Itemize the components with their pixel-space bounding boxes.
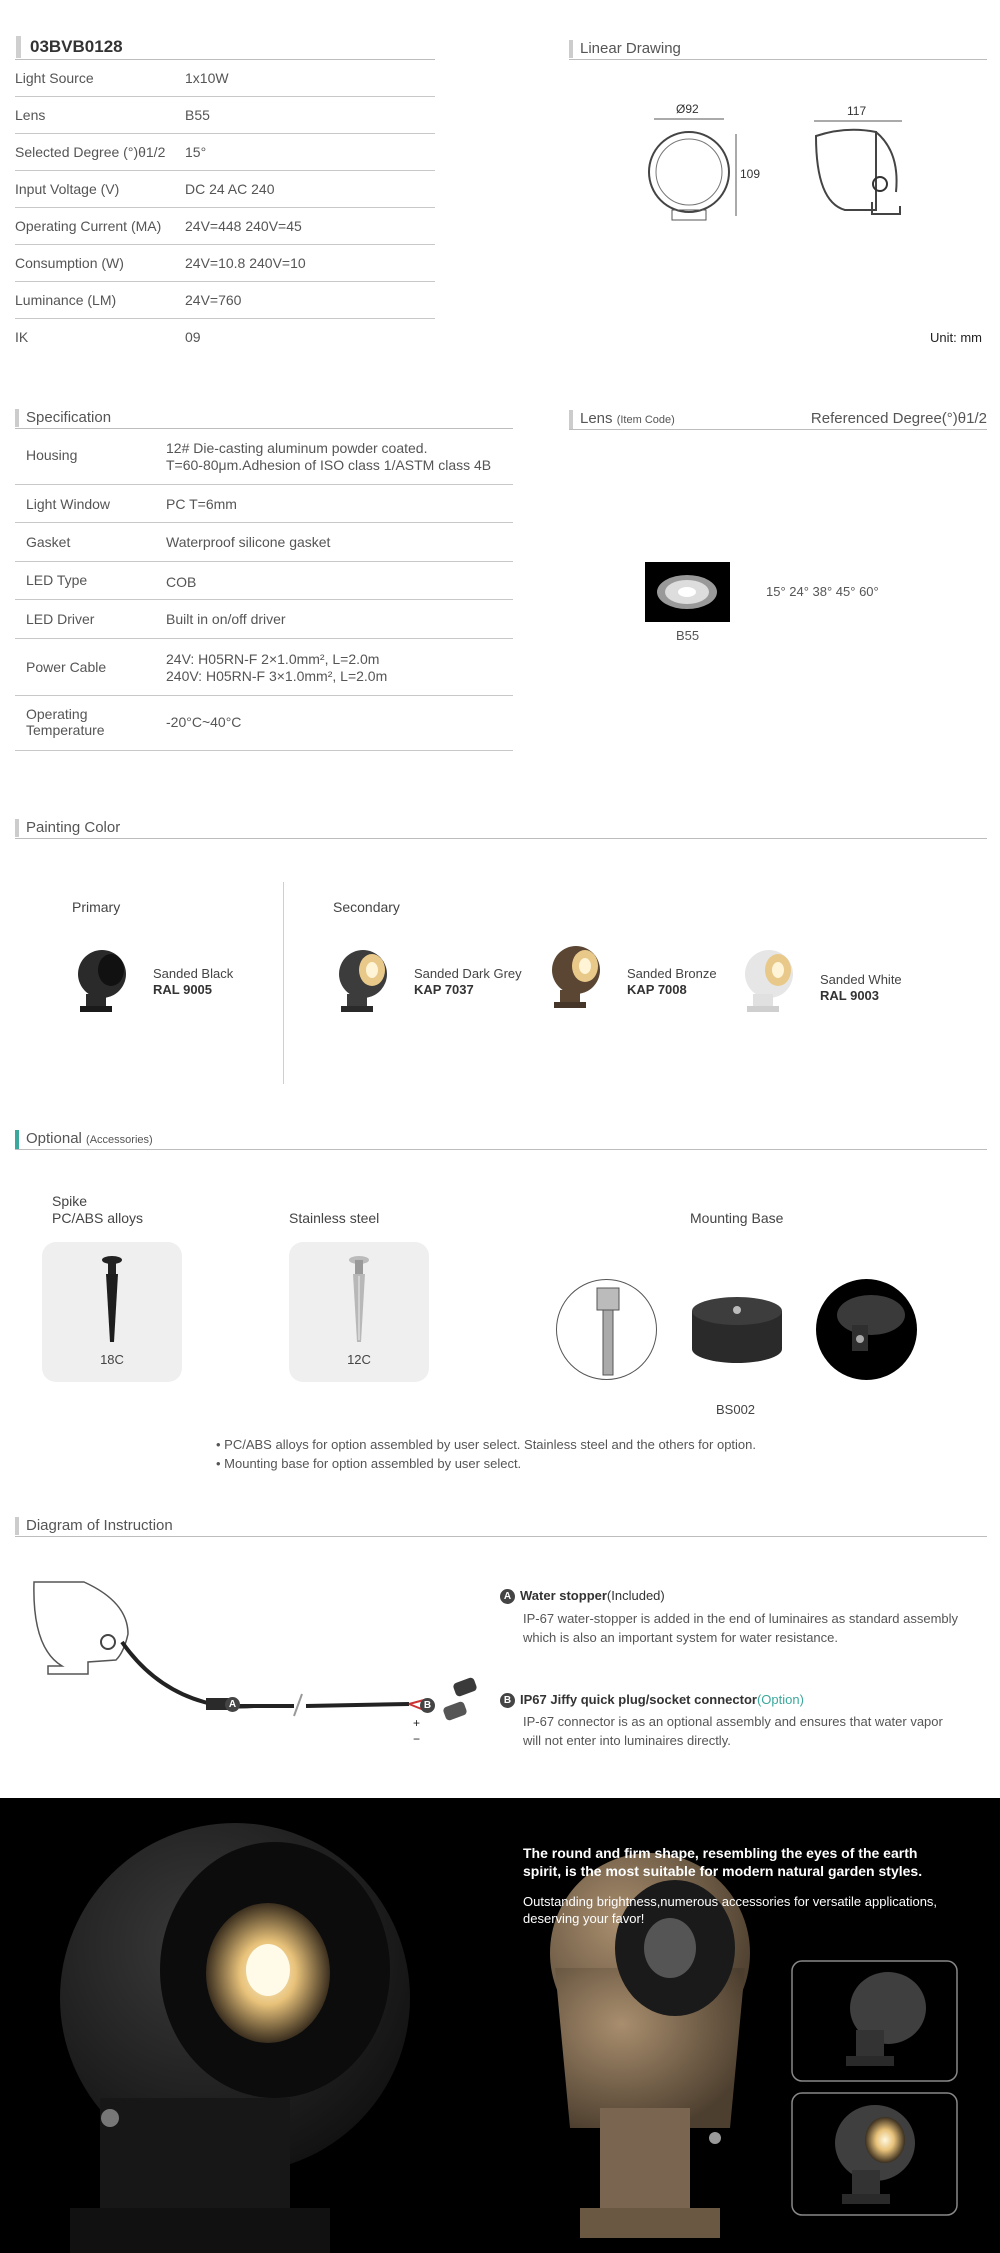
white-luminaire-icon [739, 946, 799, 1016]
height-label: 109 [740, 167, 761, 181]
minus-label: − [413, 1732, 421, 1746]
spec-value: Waterproof silicone gasket [166, 534, 331, 550]
lens-icon [645, 562, 730, 622]
primary-label: Primary [72, 899, 121, 915]
spec-row [15, 245, 435, 282]
spec-value: COB [166, 574, 197, 590]
spec-row [15, 208, 435, 245]
spec-row [15, 429, 513, 485]
divider [569, 59, 987, 60]
spec-label: Operating Temperature [26, 706, 105, 738]
promo-banner [0, 1798, 1000, 2253]
product-code: 03BVB0128 [16, 36, 123, 58]
spec-row [15, 639, 513, 696]
color-dark-grey: Sanded Dark Grey KAP 7037 [414, 966, 522, 997]
steel-spike-thumbnail [289, 1242, 429, 1382]
spec-label: Input Voltage (V) [15, 181, 120, 197]
divider [283, 882, 284, 1084]
spec-value: 09 [185, 329, 201, 345]
spec-row [15, 696, 513, 751]
base-detail-image [556, 1279, 657, 1380]
spec-value: 15° [185, 144, 207, 160]
unit-label: Unit: mm [930, 330, 982, 345]
optional-note-1: • PC/ABS alloys for option assembled by user select. Stainless steel and the others for option. [216, 1437, 757, 1452]
spec-label: Light Source [15, 70, 94, 86]
secondary-label: Secondary [333, 899, 400, 915]
spec-value: -20°C~40°C [166, 714, 242, 730]
spec-row [15, 562, 513, 600]
spec-value: 24V: H05RN-F 2×1.0mm², L=2.0m 240V: H05RN-F 3×1.0mm², L=2.0m [166, 651, 388, 684]
spec-row [15, 134, 435, 171]
spike-label: Spike PC/ABS alloys [52, 1193, 144, 1226]
spec-label: Luminance (LM) [15, 292, 117, 308]
color-black: Sanded Black RAL 9005 [153, 966, 234, 997]
spec-row [15, 319, 435, 356]
divider [15, 1536, 987, 1537]
spec-row [15, 600, 513, 639]
water-stopper-desc: IP-67 water-stopper is added in the end of luminaires as standard assembly which is also an important system for water resistance. [523, 1611, 959, 1645]
base-code: BS002 [716, 1402, 756, 1417]
base-mounted-image [816, 1279, 917, 1380]
spec-label: Power Cable [26, 659, 107, 675]
divider [569, 429, 987, 430]
spec-label: Light Window [26, 496, 111, 512]
spec-label: LED Type [26, 572, 88, 588]
lens-code: B55 [676, 628, 700, 643]
badge-a-icon: A [225, 1697, 240, 1712]
spec-label: Operating Current (MA) [15, 218, 162, 234]
mounting-base-icon [690, 1289, 785, 1369]
color-bronze: Sanded Bronze KAP 7008 [627, 966, 717, 997]
divider [15, 1149, 987, 1150]
spec-label: LED Driver [26, 611, 95, 627]
spec-value: 12# Die-casting aluminum powder coated. T=60-80μm.Adhesion of ISO class 1/ASTM class 4B [166, 440, 492, 473]
steel-code: 12C [347, 1352, 371, 1367]
spec-label: Lens [15, 107, 46, 123]
spec-value: 1x10W [185, 70, 229, 86]
spec-value: 24V=10.8 240V=10 [185, 255, 306, 271]
steel-label: Stainless steel [289, 1210, 380, 1226]
spec-label: Gasket [26, 534, 71, 550]
bronze-luminaire-icon [546, 942, 606, 1012]
spike-thumbnail [42, 1242, 182, 1382]
width-label: 117 [847, 104, 867, 118]
spec-row [15, 485, 513, 523]
divider [15, 838, 987, 839]
spec-label: Consumption (W) [15, 255, 124, 271]
connector-desc: IP-67 connector is as an optional assembly and ensures that water vapor will not enter into luminaires directly. [523, 1714, 943, 1748]
banner-headline: The round and firm shape, resembling the eyes of the earth spirit, is the most suitable for modern natural garden styles. [523, 1845, 923, 1879]
spec-value: DC 24 AC 240 [185, 181, 275, 197]
lens-image [645, 562, 730, 622]
spec-row [15, 523, 513, 562]
optional-title: Optional (Accessories) [15, 1130, 153, 1149]
spec-label: Selected Degree (°)θ1/2 [15, 144, 166, 160]
connector-title: B IP67 Jiffy quick plug/socket connector(Option) [500, 1692, 804, 1708]
optional-note-2: • Mounting base for option assembled by user select. [216, 1456, 522, 1471]
base-pole-icon [557, 1280, 657, 1380]
spec-value: B55 [185, 107, 210, 123]
badge-a-icon: A [500, 1589, 515, 1604]
mounting-base-label: Mounting Base [690, 1210, 784, 1226]
spec-value: Built in on/off driver [166, 611, 286, 627]
badge-b-icon: B [420, 1698, 435, 1713]
base-mounted-icon [816, 1279, 917, 1380]
spec-value: 24V=448 240V=45 [185, 218, 302, 234]
linear-drawing-title: Linear Drawing [569, 40, 681, 58]
instruction-title: Diagram of Instruction [15, 1517, 173, 1535]
linear-drawing-icon [640, 112, 920, 232]
spec-value: 24V=760 [185, 292, 242, 308]
spec-label: IK [15, 329, 29, 345]
plus-label: + [413, 1716, 421, 1730]
banner-body: Outstanding brightness,numerous accessories for versatile applications, deserving your favor! [523, 1894, 938, 1926]
specification-title: Specification [15, 409, 111, 427]
spec-value: PC T=6mm [166, 496, 237, 512]
lens-title: Lens (Item Code) [569, 410, 675, 429]
water-stopper-title: A Water stopper(Included) [500, 1588, 665, 1604]
spec-row [15, 60, 435, 97]
referenced-degree-title: Referenced Degree(°)θ1/2 [810, 410, 987, 427]
badge-b-icon: B [500, 1693, 515, 1708]
color-white: Sanded White RAL 9003 [820, 972, 902, 1003]
spec-label: Housing [26, 447, 78, 463]
spec-row [15, 171, 435, 208]
dark-grey-luminaire-icon [333, 946, 393, 1016]
lens-degrees: 15° 24° 38° 45° 60° [766, 584, 879, 599]
black-luminaire-icon [72, 946, 132, 1016]
spec-row [15, 97, 435, 134]
spike-code: 18C [100, 1352, 124, 1367]
diameter-label: Ø92 [676, 102, 699, 116]
instruction-diagram-icon [24, 1578, 494, 1758]
painting-color-title: Painting Color [15, 819, 120, 837]
spec-row [15, 282, 435, 319]
